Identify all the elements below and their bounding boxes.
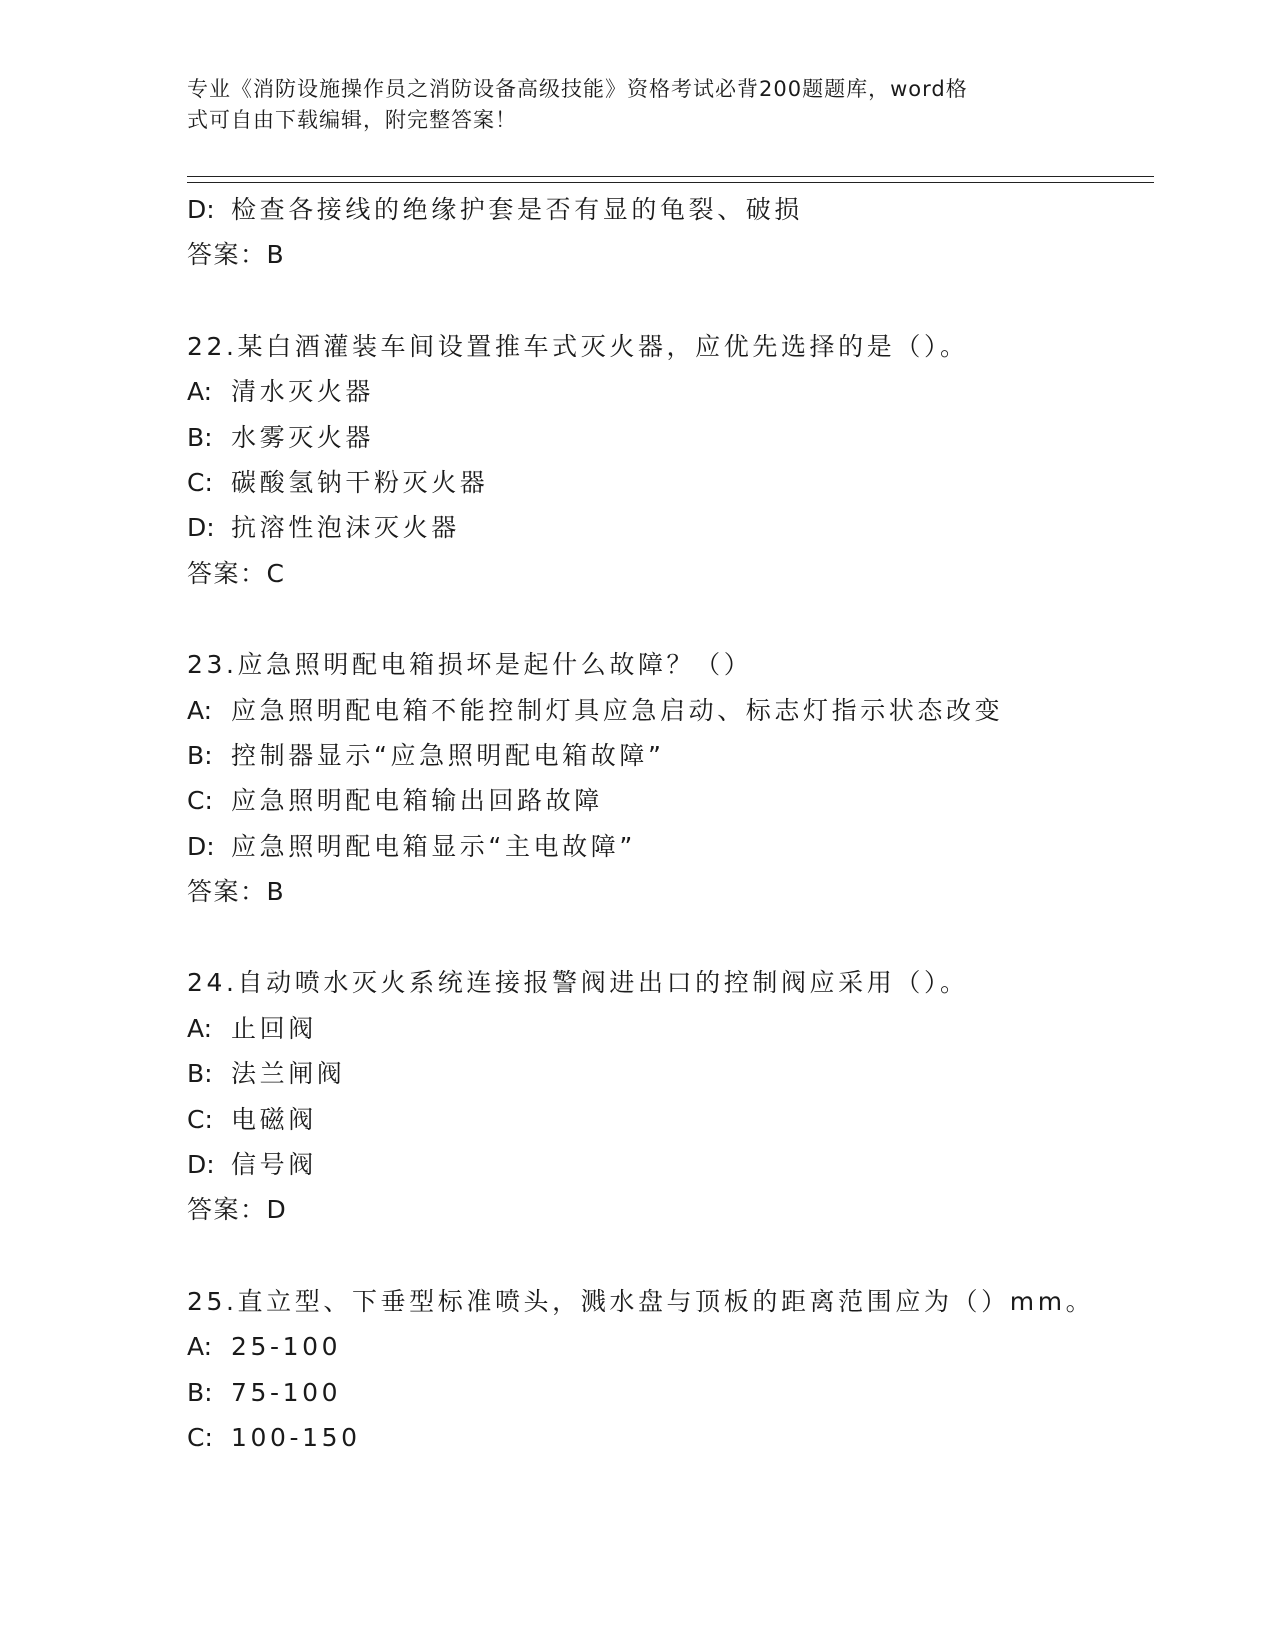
option-text: 检查各接线的绝缘护套是否有显的龟裂、破损: [231, 195, 804, 224]
option-letter: B:: [187, 740, 213, 770]
option-letter: C:: [187, 786, 213, 816]
header-divider-top: [187, 176, 1154, 177]
q25-option-c: [187, 1415, 1147, 1460]
option-text: 碳酸氢钠干粉灭火器: [231, 467, 489, 497]
option-letter: C:: [187, 1422, 213, 1452]
option-letter: C:: [187, 1104, 213, 1134]
option-text: 25-100: [231, 1332, 342, 1362]
question-list: [187, 187, 1147, 1460]
header-line-2: 式可自由下载编辑，附完整答案！: [187, 108, 517, 132]
option-letter: A:: [187, 695, 213, 725]
q24-option-a: [187, 1006, 1147, 1051]
q25-stem: 25.直立型、下垂型标准喷头，溅水盘与顶板的距离范围应为（）mm。: [187, 1286, 1095, 1316]
spacer: [187, 596, 1147, 642]
q21-option-d: [187, 187, 1147, 232]
option-text: 75-100: [231, 1377, 342, 1407]
q23-option-a: [187, 688, 1147, 733]
option-letter: D:: [187, 195, 215, 224]
q22-stem: 22.某白酒灌装车间设置推车式灭火器，应优先选择的是（）。: [187, 331, 969, 361]
q22-answer: 答案：C: [187, 558, 286, 588]
option-letter: D:: [187, 1150, 215, 1180]
option-letter: D:: [187, 513, 215, 543]
q22-option-a: [187, 369, 1147, 414]
q21-answer: 答案：B: [187, 240, 286, 270]
option-letter: D:: [187, 831, 215, 861]
q25-option-b: [187, 1370, 1147, 1415]
header-divider-bottom: [187, 182, 1154, 183]
option-text: 水雾灭火器: [231, 422, 375, 452]
option-text: 电磁阀: [231, 1104, 317, 1134]
spacer: [187, 1233, 1147, 1279]
option-text: 应急照明配电箱输出回路故障: [231, 786, 603, 816]
option-letter: B:: [187, 422, 213, 452]
option-text: 信号阀: [231, 1150, 317, 1180]
header-line-1: 专业《消防设施操作员之消防设备高级技能》资格考试必背200题题库，word格: [187, 77, 968, 101]
option-text: 抗溶性泡沫灭火器: [231, 513, 460, 543]
q22-option-d: [187, 505, 1147, 550]
option-letter: A:: [187, 377, 213, 407]
option-letter: B:: [187, 1059, 213, 1089]
option-letter: A:: [187, 1013, 213, 1043]
option-letter: B:: [187, 1377, 213, 1407]
q24-answer: 答案：D: [187, 1195, 288, 1225]
q25-option-a: [187, 1324, 1147, 1369]
option-text: 清水灭火器: [231, 377, 375, 407]
q23-option-b: [187, 733, 1147, 778]
q24-option-b: [187, 1051, 1147, 1096]
q23-option-c: [187, 778, 1147, 823]
q24-option-d: [187, 1142, 1147, 1187]
q23-stem: 23.应急照明配电箱损坏是起什么故障？（）: [187, 650, 753, 680]
q23-answer: 答案：B: [187, 877, 286, 907]
spacer: [187, 278, 1147, 324]
option-letter: A:: [187, 1332, 213, 1362]
q23-option-d: [187, 824, 1147, 869]
spacer: [187, 914, 1147, 960]
option-letter: C:: [187, 467, 213, 497]
q24-stem: 24.自动喷水灭火系统连接报警阀进出口的控制阀应采用（）。: [187, 968, 969, 998]
option-text: 止回阀: [231, 1013, 317, 1043]
option-text: 应急照明配电箱显示“主电故障”: [231, 831, 636, 861]
q24-option-c: [187, 1097, 1147, 1142]
q22-option-b: [187, 415, 1147, 460]
document-header: [187, 74, 1067, 136]
option-text: 法兰闸阀: [231, 1059, 346, 1089]
option-text: 控制器显示“应急照明配电箱故障”: [231, 740, 665, 770]
q22-option-c: [187, 460, 1147, 505]
option-text: 应急照明配电箱不能控制灯具应急启动、标志灯指示状态改变: [231, 695, 1004, 725]
option-text: 100-150: [231, 1422, 361, 1452]
